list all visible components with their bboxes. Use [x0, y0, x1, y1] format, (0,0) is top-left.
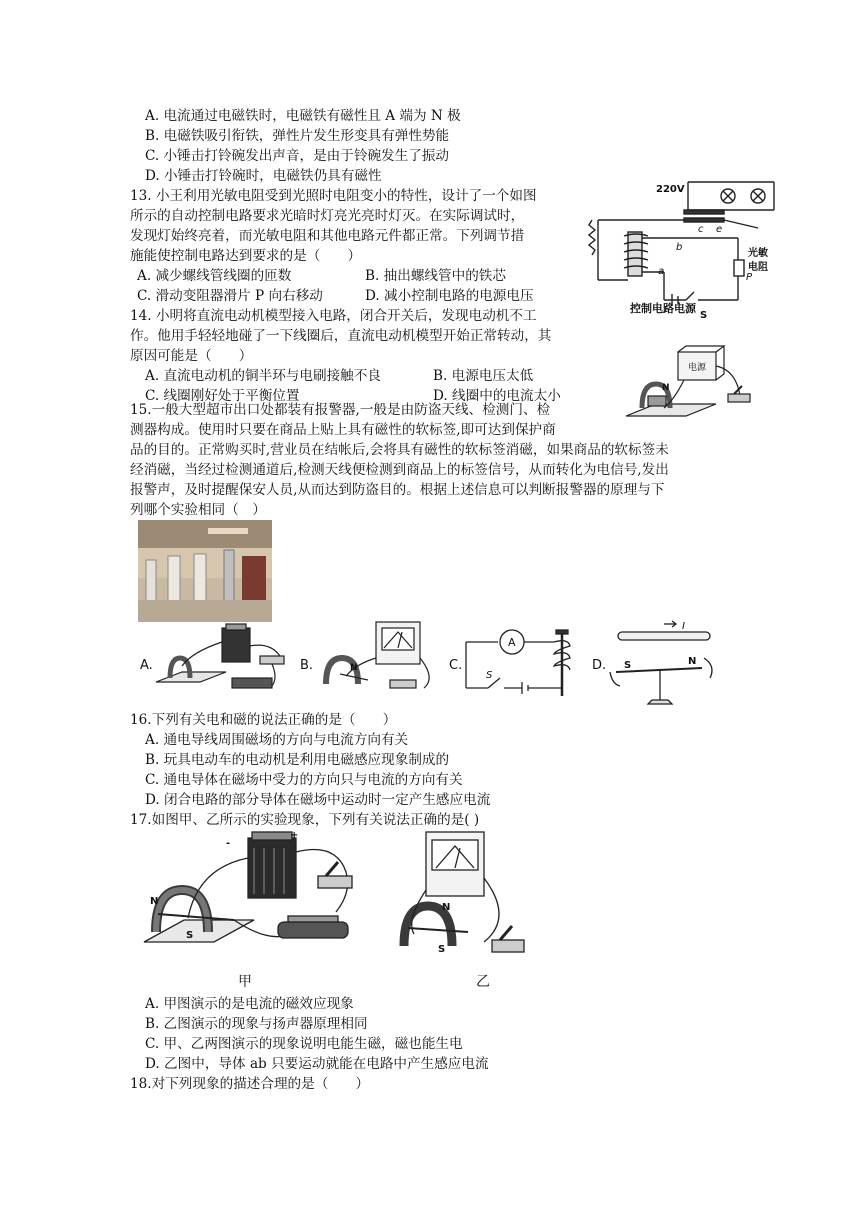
q17-option-b: B. 乙图演示的现象与扬声器原理相同: [145, 1016, 368, 1032]
q15-supermarket-photo: [138, 520, 272, 622]
q13-stem-line-2: 所示的自动控制电路要求光暗时灯亮光亮时灯灭。在实际调试时，: [130, 208, 525, 224]
q15-option-b-figure: [312, 618, 440, 698]
q13-figure-voltage: 220V: [656, 184, 685, 195]
q14-motor-figure: [618, 344, 760, 438]
svg-text:A: A: [508, 636, 516, 649]
svg-text:-: -: [226, 838, 231, 849]
q13-option-b: B. 抽出螺线管中的铁芯: [365, 268, 506, 284]
svg-text:S: S: [624, 660, 632, 671]
q16-option-c: C. 通电导体在磁场中受力的方向只与电流的方向有关: [145, 772, 463, 788]
q15-option-b-letter: B.: [300, 658, 314, 673]
q13-figure-caption: 控制电路电源: [630, 302, 696, 315]
svg-text:S: S: [438, 944, 446, 955]
q16-stem: 16.下列有关电和磁的说法正确的是（ ）: [130, 712, 397, 728]
q15-stem-line-3: 品的目的。正常购买时,营业员在结帐后,会将具有磁性的软标签消磁，如果商品的软标签未: [130, 442, 669, 458]
q14-stem-line-2: 作。他用手轻轻地碰了一下线圈后，直流电动机模型开始正常转动，其: [130, 328, 552, 344]
q14-option-b: B. 电源电压太低: [433, 368, 534, 384]
q15-stem-line-1: 15.一般大型超市出口处都装有报警器,一般是由防盗天线、检测门、检: [130, 402, 551, 418]
q15-stem-line-5: 报警声，及时提醒保安人员,从而达到防盗目的。根据上述信息可以判断报警器的原理与下: [130, 482, 665, 498]
svg-text:S: S: [486, 670, 493, 681]
svg-text:+: +: [290, 830, 299, 841]
q17-option-d: D. 乙图中，导体 ab 只要运动就能在电路中产生感应电流: [145, 1056, 489, 1072]
q14-stem-line-3: 原因可能是（ ）: [130, 348, 253, 364]
svg-text:N: N: [350, 663, 358, 673]
svg-text:c: c: [698, 224, 704, 235]
q17-option-c: C. 甲、乙两图演示的现象说明电能生磁，磁也能生电: [145, 1036, 463, 1052]
svg-text:a: a: [658, 266, 665, 277]
q13-option-c: C. 滑动变阻器滑片 P 向右移动: [137, 288, 323, 304]
q15-option-a-letter: A.: [140, 658, 153, 673]
q17-figure-label-left: 甲: [238, 974, 252, 990]
q14-option-d: D. 线圈中的电流太小: [433, 388, 561, 404]
q15-option-a-figure: [152, 622, 290, 698]
q13-control-circuit-figure: [588, 172, 788, 322]
q15-option-c-figure: [462, 620, 582, 700]
q12-option-b: B. 电磁铁吸引衔铁，弹性片发生形变具有弹性势能: [145, 128, 450, 144]
q15-option-d-figure: [606, 620, 722, 712]
q16-option-d: D. 闭合电路的部分导体在磁场中运动时一定产生感应电流: [145, 792, 491, 808]
svg-text:e: e: [716, 224, 723, 235]
svg-text:S: S: [186, 930, 194, 941]
svg-text:N: N: [442, 902, 451, 913]
svg-text:I: I: [682, 621, 685, 632]
svg-text:N: N: [150, 896, 159, 907]
q13-stem-line-4: 施能使控制电路达到要求的是（ ）: [130, 248, 362, 264]
q14-figure-pole: N: [662, 383, 670, 393]
q15-stem-line-6: 列哪个实验相同（ ）: [130, 502, 266, 518]
q17-figure-label-right: 乙: [476, 974, 490, 990]
svg-text:N: N: [688, 656, 697, 667]
q14-figure-box-label: 电源: [688, 363, 707, 373]
q15-option-d-letter: D.: [592, 658, 607, 673]
q16-option-b: B. 玩具电动车的电动机是利用电磁感应现象制成的: [145, 752, 450, 768]
q13-option-a: A. 减少螺线管线圈的匝数: [137, 268, 292, 284]
q13-stem-line-3: 发现灯始终亮着，而光敏电阻和其他电路元件都正常。下列调节措: [130, 228, 525, 244]
q15-stem-line-2: 测器构成。使用时只要在商品上贴上具有磁性的软标签,即可达到保护商: [130, 422, 556, 438]
q14-option-a: A. 直流电动机的铜半环与电刷接触不良: [145, 368, 381, 384]
q13-option-d: D. 减小控制电路的电源电压: [365, 288, 534, 304]
q17-experiment-figure: [138, 828, 550, 996]
q13-figure-photo-label-1: 光敏: [748, 248, 768, 259]
svg-text:P: P: [746, 272, 753, 283]
svg-text:S: S: [700, 310, 708, 321]
q16-option-a: A. 通电导线周围磁场的方向与电流方向有关: [145, 732, 409, 748]
q12-option-a: A. 电流通过电磁铁时，电磁铁有磁性且 A 端为 N 极: [145, 108, 461, 124]
q12-option-d: D. 小锤击打铃碗时，电磁铁仍具有磁性: [145, 168, 382, 184]
q15-option-c-letter: C.: [449, 658, 463, 673]
q18-stem: 18.对下列现象的描述合理的是（ ）: [130, 1076, 370, 1092]
q13-figure-photo-label-2: 电阻: [748, 262, 768, 273]
q12-option-c: C. 小锤击打铃碗发出声音，是由于铃碗发生了振动: [145, 148, 450, 164]
q13-stem-line-1: 13. 小王利用光敏电阻受到光照时电阻变小的特性，设计了一个如图: [130, 188, 537, 204]
q14-option-c: C. 线圈刚好处于平衡位置: [145, 388, 300, 404]
q17-stem: 17.如图甲、乙所示的实验现象，下列有关说法正确的是( ): [130, 812, 480, 828]
svg-text:b: b: [676, 242, 683, 253]
q15-stem-line-4: 经消磁，当经过检测通道后,检测天线便检测到商品上的标签信号，从而转化为电信号,发出: [130, 462, 669, 478]
q17-option-a: A. 甲图演示的是电流的磁效应现象: [145, 996, 354, 1012]
q14-stem-line-1: 14. 小明将直流电动机模型接入电路，闭合开关后，发现电动机不工: [130, 308, 537, 324]
